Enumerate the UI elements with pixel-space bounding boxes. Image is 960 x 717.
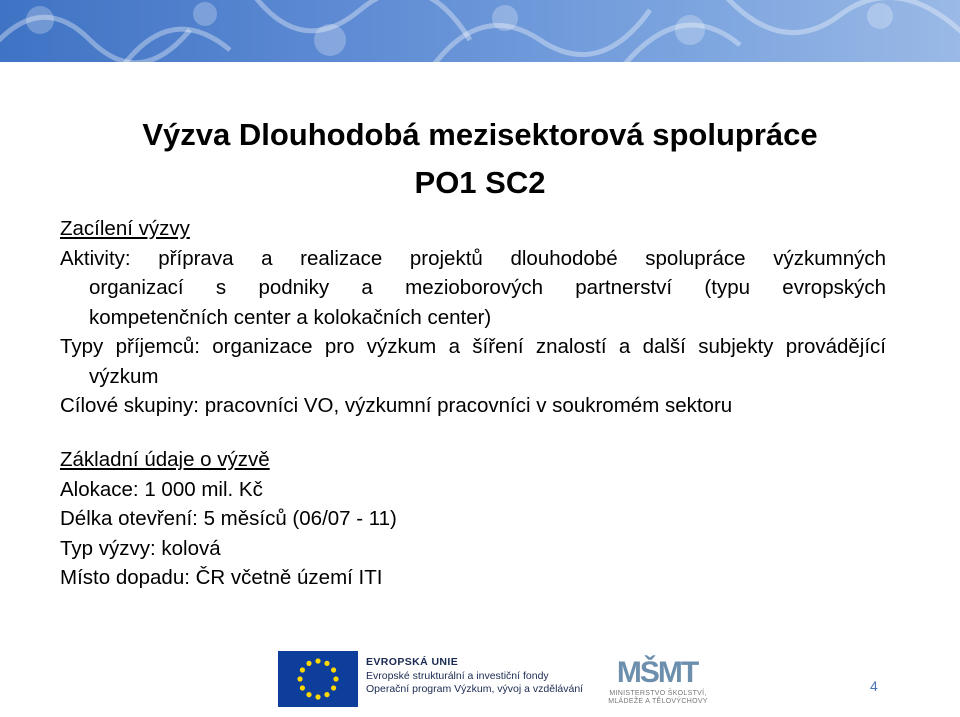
msmt-logo-text: MŠMT xyxy=(616,656,698,689)
call-type: Typ výzvy: kolová xyxy=(60,536,221,560)
eu-program-text xyxy=(366,656,583,697)
activities-line-3: kompetenčních center a kolokačních center) xyxy=(89,305,492,329)
eu-line-1: EVROPSKÁ UNIE xyxy=(366,656,459,668)
recipients-line-1: Typy příjemců: organizace pro výzkum a šíření znalostí a další subjekty provádějící xyxy=(60,335,886,358)
duration: Délka otevření: 5 měsíců (06/07 - 11) xyxy=(60,507,397,530)
msmt-logo-mark xyxy=(602,651,712,691)
banner-pattern xyxy=(0,0,960,62)
slide-title: Výzva Dlouhodobá mezisektorová spolupráce xyxy=(142,117,818,152)
eu-line-3: Operační program Výzkum, vývoj a vzdělávání xyxy=(366,683,584,695)
activities-line-1: Aktivity: příprava a realizace projektů dlouhodobé spolupráce výzkumných xyxy=(60,246,886,270)
target-groups: Cílové skupiny: pracovníci VO, výzkumní pracovníci v soukromém sektoru xyxy=(60,394,733,417)
slide-subtitle: PO1 SC2 xyxy=(414,165,546,200)
eu-line-2: Evropské strukturální a investiční fondy xyxy=(366,669,549,682)
recipients-line-2: výzkum xyxy=(89,364,159,388)
msmt-line-2: MLÁDEŽE A TĚLOVÝCHOVY xyxy=(608,698,708,705)
basic-info-section xyxy=(60,445,886,593)
header-banner xyxy=(0,0,960,62)
activities-line-2: organizací s podniky a mezioborových partnerství (typu evropských xyxy=(89,276,886,299)
targeting-heading: Zacílení výzvy xyxy=(60,217,190,240)
basic-info-heading: Základní údaje o výzvě xyxy=(60,448,270,471)
impact-area: Místo dopadu: ČR včetně území ITI xyxy=(60,566,383,589)
allocation: Alokace: 1 000 mil. Kč xyxy=(60,477,263,501)
eu-stars-icon xyxy=(278,651,358,707)
msmt-caption xyxy=(601,690,715,706)
msmt-line-1: MINISTERSTVO ŠKOLSTVÍ, xyxy=(609,690,707,697)
targeting-section xyxy=(60,214,886,421)
page-number: 4 xyxy=(870,678,878,694)
eu-flag-logo xyxy=(278,651,358,707)
